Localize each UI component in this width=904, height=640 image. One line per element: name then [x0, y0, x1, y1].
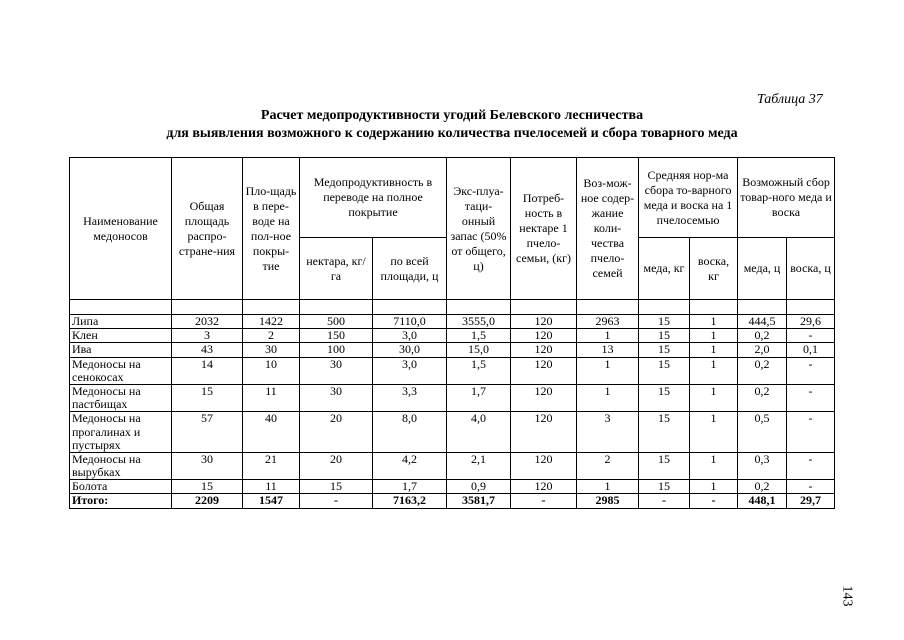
cell-colonies: 3	[577, 412, 639, 453]
cell-whole: 3,0	[373, 357, 447, 384]
cell-norm-honey: 15	[639, 412, 690, 453]
table-row	[70, 329, 835, 343]
cell-reserve: 1,7	[447, 384, 511, 411]
header-avg-norm: Средняя нор-ма сбора то-варного меда и воска на 1 пчелосемью	[639, 158, 738, 238]
cell-name: Медоносы на вырубках	[70, 452, 172, 479]
cell-name: Медоносы на пастбищах	[70, 384, 172, 411]
total-area: 1547	[243, 494, 300, 508]
header-total-area: Общая площадь распро-стране-ния	[172, 158, 243, 300]
cell-colonies: 2	[577, 452, 639, 479]
total-row	[70, 494, 835, 508]
cell-norm-wax: 1	[690, 315, 738, 329]
cell-area: 40	[243, 412, 300, 453]
header-need: Потреб-ность в нектаре 1 пчело-семьи, (кг)	[511, 158, 577, 300]
cell-coll-honey: 0,2	[738, 329, 787, 343]
cell-coll-honey: 444,5	[738, 315, 787, 329]
cell-total-area: 30	[172, 452, 243, 479]
header-area-recalc: Пло-щадь в пере-воде на пол-ное покры-тие	[243, 158, 300, 300]
cell-nectar: 100	[300, 343, 373, 357]
cell-nectar: 150	[300, 329, 373, 343]
cell-whole: 30,0	[373, 343, 447, 357]
total-total-area: 2209	[172, 494, 243, 508]
cell-name: Клен	[70, 329, 172, 343]
cell-colonies: 1	[577, 384, 639, 411]
cell-norm-honey: 15	[639, 343, 690, 357]
cell-need: 120	[511, 480, 577, 494]
cell-need: 120	[511, 357, 577, 384]
table-row	[70, 480, 835, 494]
header-nectar-per-ha: нектара, кг/га	[300, 238, 373, 300]
cell-need: 120	[511, 315, 577, 329]
total-whole: 7163,2	[373, 494, 447, 508]
table-row	[70, 315, 835, 329]
cell-total-area: 15	[172, 480, 243, 494]
cell-area: 30	[243, 343, 300, 357]
spacer-row	[70, 300, 835, 315]
cell-coll-wax: -	[787, 480, 835, 494]
cell-coll-honey: 0,2	[738, 357, 787, 384]
cell-norm-honey: 15	[639, 357, 690, 384]
header-coll-wax: воска, ц	[787, 238, 835, 300]
total-nectar: -	[300, 494, 373, 508]
cell-reserve: 1,5	[447, 329, 511, 343]
header-name: Наименование медоносов	[70, 158, 172, 300]
cell-whole: 3,3	[373, 384, 447, 411]
cell-whole: 8,0	[373, 412, 447, 453]
cell-whole: 1,7	[373, 480, 447, 494]
header-possible-colonies: Воз-мож-ное содер-жание коли-чества пчело-семей	[577, 158, 639, 300]
cell-total-area: 57	[172, 412, 243, 453]
total-coll-honey: 448,1	[738, 494, 787, 508]
cell-area: 2	[243, 329, 300, 343]
cell-need: 120	[511, 343, 577, 357]
header-norm-wax: воска, кг	[690, 238, 738, 300]
table-row	[70, 384, 835, 411]
cell-reserve: 4,0	[447, 412, 511, 453]
cell-coll-honey: 0,5	[738, 412, 787, 453]
cell-reserve: 1,5	[447, 357, 511, 384]
table-row	[70, 343, 835, 357]
cell-need: 120	[511, 384, 577, 411]
cell-coll-wax: 29,6	[787, 315, 835, 329]
cell-colonies: 1	[577, 329, 639, 343]
cell-need: 120	[511, 412, 577, 453]
cell-area: 1422	[243, 315, 300, 329]
cell-name: Медоносы на сенокосах	[70, 357, 172, 384]
table-row	[70, 357, 835, 384]
cell-norm-honey: 15	[639, 384, 690, 411]
cell-colonies: 1	[577, 480, 639, 494]
table-number-label: Таблица 37	[757, 92, 823, 107]
header-honey-productivity: Медопродуктивность в переводе на полное покрытие	[300, 158, 447, 238]
total-label: Итого:	[70, 494, 172, 508]
cell-coll-honey: 0,3	[738, 452, 787, 479]
cell-whole: 3,0	[373, 329, 447, 343]
honey-productivity-table	[69, 157, 835, 509]
cell-whole: 7110,0	[373, 315, 447, 329]
cell-coll-wax: -	[787, 329, 835, 343]
cell-coll-wax: 0,1	[787, 343, 835, 357]
cell-norm-honey: 15	[639, 452, 690, 479]
cell-nectar: 30	[300, 384, 373, 411]
cell-total-area: 15	[172, 384, 243, 411]
header-coll-honey: меда, ц	[738, 238, 787, 300]
cell-coll-wax: -	[787, 452, 835, 479]
total-colonies: 2985	[577, 494, 639, 508]
cell-nectar: 20	[300, 412, 373, 453]
cell-reserve: 15,0	[447, 343, 511, 357]
cell-reserve: 2,1	[447, 452, 511, 479]
cell-total-area: 2032	[172, 315, 243, 329]
cell-total-area: 43	[172, 343, 243, 357]
cell-colonies: 2963	[577, 315, 639, 329]
cell-reserve: 0,9	[447, 480, 511, 494]
cell-norm-honey: 15	[639, 480, 690, 494]
cell-need: 120	[511, 329, 577, 343]
cell-norm-wax: 1	[690, 412, 738, 453]
cell-coll-wax: -	[787, 412, 835, 453]
cell-total-area: 3	[172, 329, 243, 343]
cell-coll-honey: 0,2	[738, 480, 787, 494]
cell-coll-honey: 0,2	[738, 384, 787, 411]
cell-name: Болота	[70, 480, 172, 494]
cell-norm-honey: 15	[639, 315, 690, 329]
header-norm-honey: меда, кг	[639, 238, 690, 300]
total-need: -	[511, 494, 577, 508]
cell-area: 10	[243, 357, 300, 384]
cell-norm-wax: 1	[690, 452, 738, 479]
cell-coll-wax: -	[787, 357, 835, 384]
cell-norm-wax: 1	[690, 329, 738, 343]
cell-name: Липа	[70, 315, 172, 329]
cell-norm-wax: 1	[690, 384, 738, 411]
cell-colonies: 13	[577, 343, 639, 357]
cell-name: Ива	[70, 343, 172, 357]
table-row	[70, 412, 835, 453]
header-possible-collection: Возможный сбор товар-ного меда и воска	[738, 158, 835, 238]
cell-reserve: 3555,0	[447, 315, 511, 329]
total-norm-honey: -	[639, 494, 690, 508]
cell-coll-wax: -	[787, 384, 835, 411]
cell-norm-wax: 1	[690, 480, 738, 494]
cell-nectar: 500	[300, 315, 373, 329]
table-row	[70, 452, 835, 479]
cell-norm-wax: 1	[690, 343, 738, 357]
cell-area: 11	[243, 384, 300, 411]
cell-need: 120	[511, 452, 577, 479]
cell-norm-wax: 1	[690, 357, 738, 384]
cell-nectar: 20	[300, 452, 373, 479]
total-coll-wax: 29,7	[787, 494, 835, 508]
header-exploit-reserve: Экс-плуа-таци-онный запас (50% от общего, ц)	[447, 158, 511, 300]
cell-name: Медоносы на прогалинах и пустырях	[70, 412, 172, 453]
cell-total-area: 14	[172, 357, 243, 384]
cell-whole: 4,2	[373, 452, 447, 479]
cell-colonies: 1	[577, 357, 639, 384]
page-number: 143	[839, 585, 855, 607]
cell-area: 11	[243, 480, 300, 494]
cell-nectar: 15	[300, 480, 373, 494]
cell-area: 21	[243, 452, 300, 479]
cell-norm-honey: 15	[639, 329, 690, 343]
table-title-line-1: Расчет медопродуктивности угодий Белевского лесничества	[260, 108, 644, 123]
total-reserve: 3581,7	[447, 494, 511, 508]
cell-nectar: 30	[300, 357, 373, 384]
header-whole-area: по всей площади, ц	[373, 238, 447, 300]
table-title-line-2: для выявления возможного к содержанию количества пчелосемей и сбора товарного меда	[166, 126, 738, 141]
cell-coll-honey: 2,0	[738, 343, 787, 357]
total-norm-wax: -	[690, 494, 738, 508]
